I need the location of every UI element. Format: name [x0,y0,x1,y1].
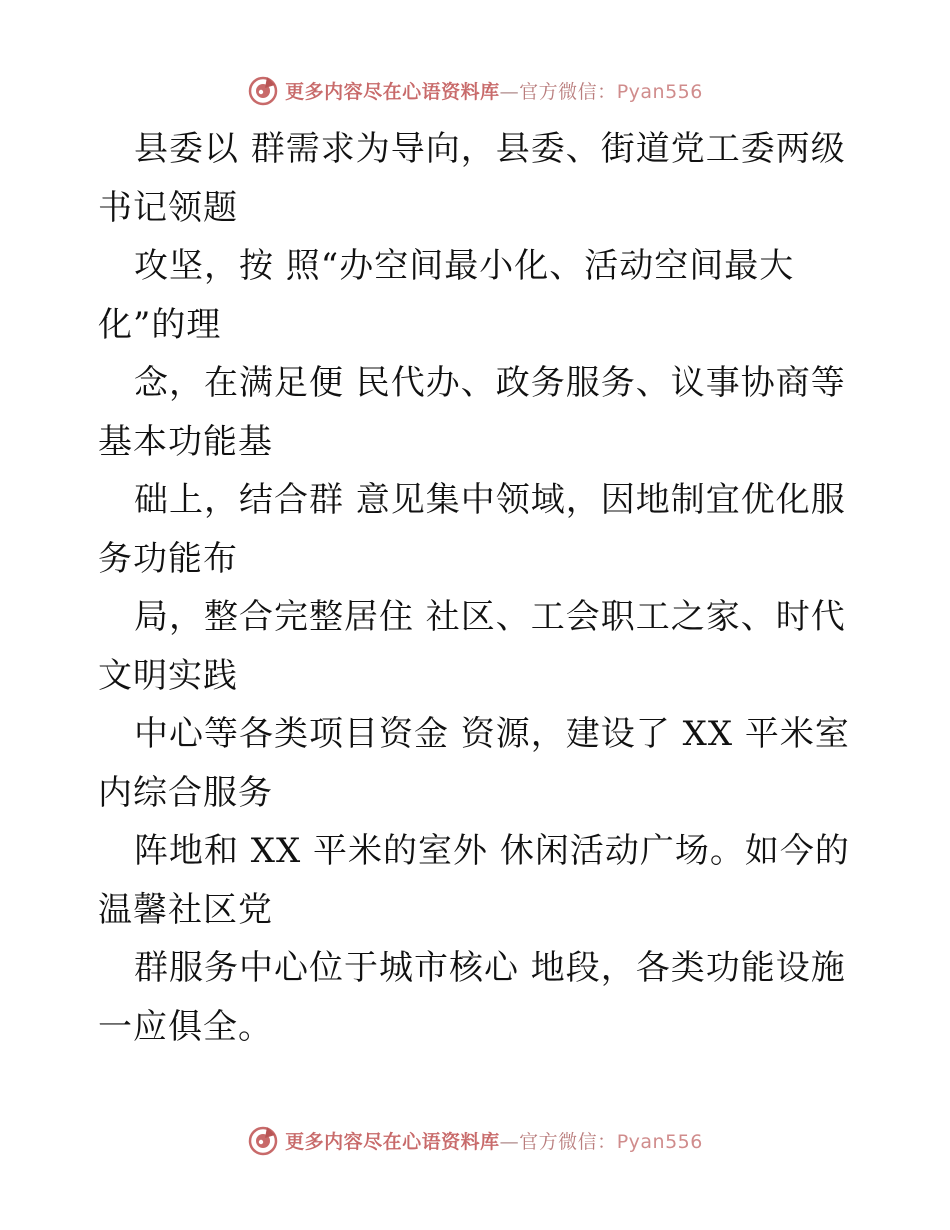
watermark-wechat-id: Pyan556 [616,1130,703,1153]
brand-logo-icon [247,74,279,106]
paragraph-line: 一应俱全。 [98,1006,273,1047]
paragraph-line: 化”的理 [98,304,222,345]
paragraph-line: 群服务中心位于城市核心 地段，各类功能设施 [134,948,846,988]
paragraph-line: 攻坚，按 照“办空间最小化、活动空间最大 [134,246,795,286]
paragraph-line: 局，整合完整居住 社区、工会职工之家、时代 [134,597,846,637]
paragraph-line: 务功能布 [98,538,238,579]
paragraph-line: 县委以 群需求为导向，县委、街道党工委两级 [134,129,846,169]
watermark-text [285,1127,703,1154]
watermark-wechat-id: Pyan556 [616,80,703,103]
paragraph-line: 中心等各类项目资金 资源，建设了 XX 平米室 [134,714,850,754]
watermark-separator: — [499,1130,520,1153]
paragraph-line: 础上，结合群 意见集中领域，因地制宜优化服 [134,480,846,520]
header-watermark [0,70,950,110]
paragraph-line: 温馨社区党 [98,889,273,930]
paragraph-line: 念，在满足便 民代办、政务服务、议事协商等 [134,363,846,403]
watermark-text [285,77,703,104]
paragraph-line: 内综合服务 [98,772,273,813]
document-body [98,120,868,1056]
paragraph-line: 书记领题 [98,187,238,228]
paragraph-line: 阵地和 XX 平米的室外 休闲活动广场。如今的 [134,831,850,871]
brand-logo-icon [247,1124,279,1156]
paragraph-line: 文明实践 [98,655,238,696]
paragraph-line: 基本功能基 [98,421,273,462]
footer-watermark [0,1120,950,1160]
watermark-brand: 更多内容尽在心语资料库 [285,80,500,103]
watermark-brand: 更多内容尽在心语资料库 [285,1130,500,1153]
watermark-separator: — [499,80,520,103]
watermark-label: 官方微信： [519,1130,617,1153]
watermark-label: 官方微信： [519,80,617,103]
